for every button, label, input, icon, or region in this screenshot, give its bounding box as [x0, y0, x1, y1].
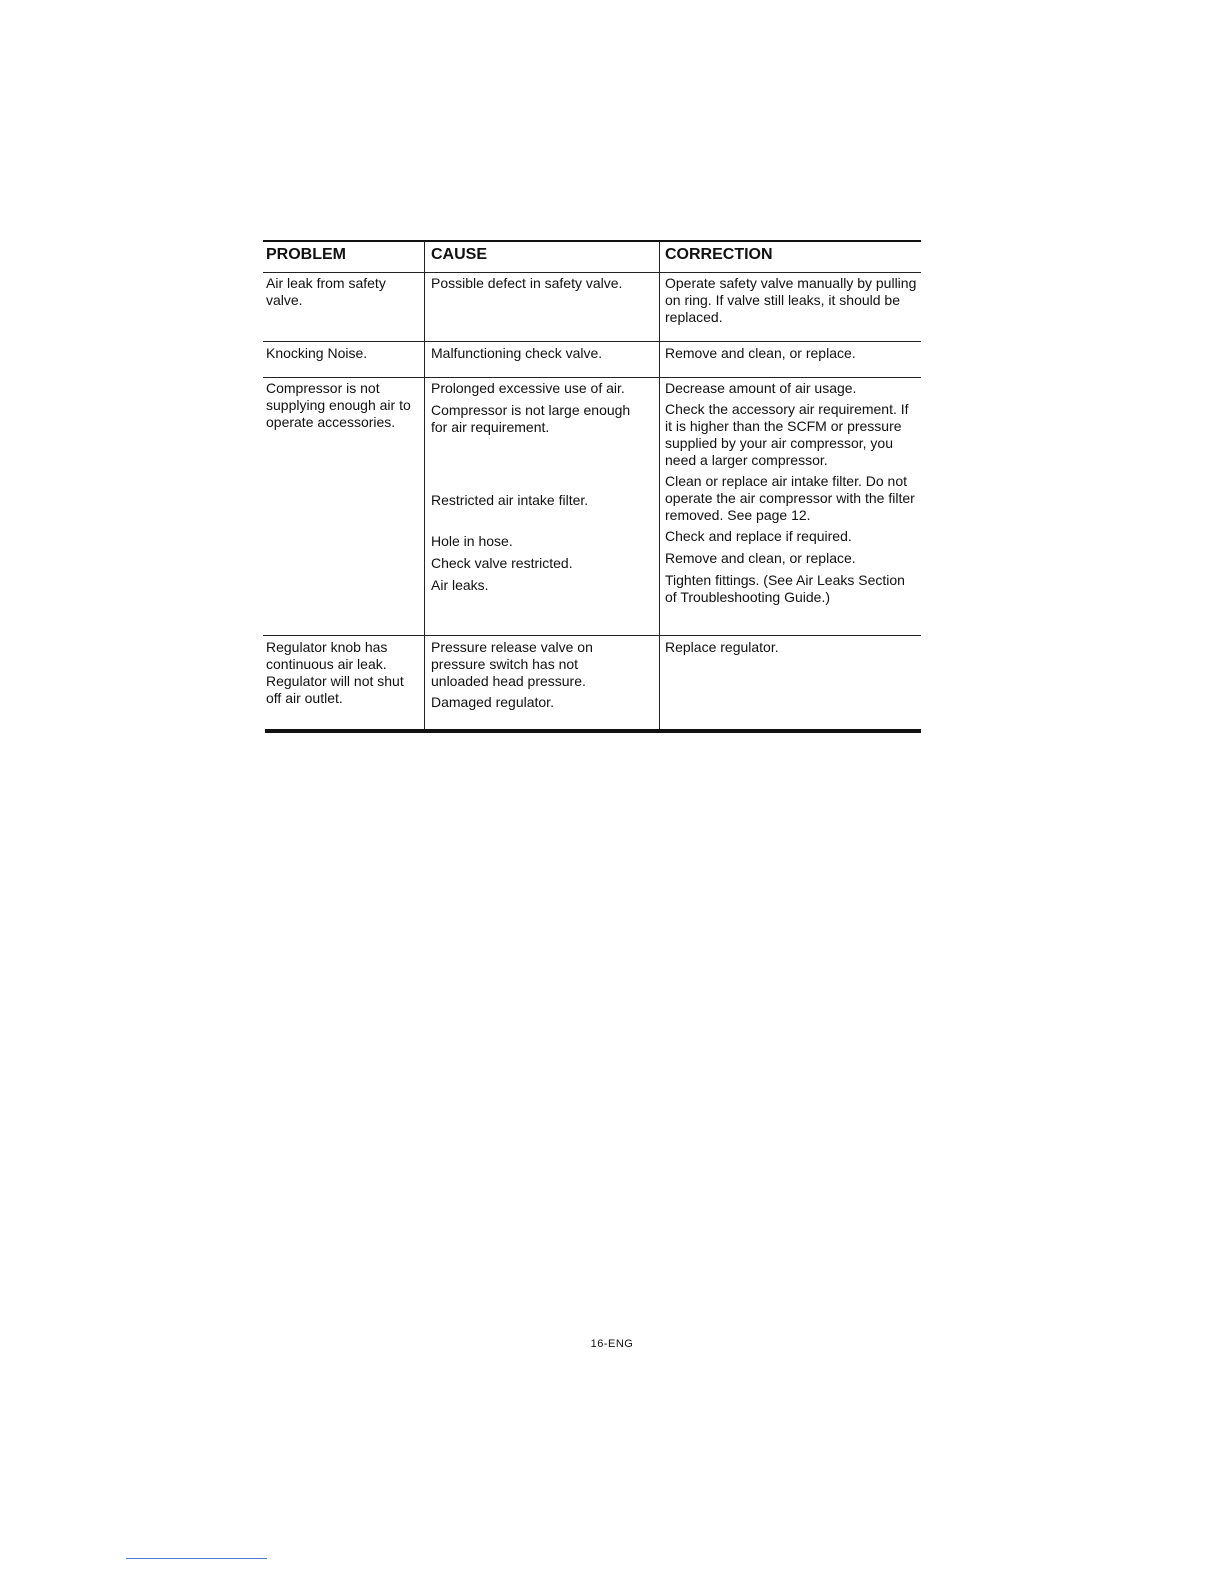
header-correction: CORRECTION [659, 242, 921, 272]
problem-cell [263, 342, 424, 377]
problem-cell [263, 273, 424, 341]
cause-text: Pressure release valve on pressure switch has not unloaded head pressure. [431, 639, 593, 689]
problem-text: Knocking Noise. [266, 345, 368, 361]
correction-text: Check the accessory air requirement. If it is higher than the SCFM or pressure supplied by your air compressor, you need a larger compressor. [665, 401, 909, 468]
correction-text: Remove and clean, or replace. [665, 550, 856, 566]
correction-text: Clean or replace air intake filter. Do not operate the air compressor with the filter removed. See page 12. [665, 473, 915, 523]
cause-text: Malfunctioning check valve. [431, 345, 603, 361]
cause-cell [424, 636, 659, 732]
header-problem: PROBLEM [266, 246, 346, 263]
correction-text: Tighten fittings. (See Air Leaks Section of Troubleshooting Guide.) [665, 572, 905, 605]
table-row [263, 342, 921, 378]
cause-text: Possible defect in safety valve. [431, 275, 623, 291]
correction-text: Decrease amount of air usage. [665, 380, 857, 396]
cause-cell [424, 378, 659, 635]
correction-cell [659, 273, 921, 341]
correction-text: Replace regulator. [665, 639, 779, 655]
troubleshooting-table [263, 240, 921, 732]
table-header-row [263, 242, 921, 273]
problem-text: Air leak from safety valve. [266, 275, 386, 308]
page-number: 16-ENG [590, 1338, 634, 1350]
edge-line [126, 1558, 267, 1559]
correction-cell [659, 636, 921, 732]
cause-text: Restricted air intake filter. [431, 492, 589, 508]
cause-cell [424, 273, 659, 341]
correction-text: Remove and clean, or replace. [665, 345, 856, 361]
problem-cell [263, 378, 424, 635]
table-row [263, 378, 921, 636]
correction-cell [659, 342, 921, 377]
problem-text: Compressor is not supplying enough air to operate accessories. [266, 380, 411, 430]
cause-text: Damaged regulator. [431, 694, 554, 710]
table-row [263, 636, 921, 732]
correction-text: Operate safety valve manually by pulling on ring. If valve still leaks, it should be replaced. [665, 275, 917, 325]
cause-cell [424, 342, 659, 377]
header-cause: CAUSE [424, 242, 659, 272]
table-row [263, 273, 921, 342]
cause-text: Prolonged excessive use of air. [431, 380, 625, 396]
cause-text: Air leaks. [431, 577, 489, 593]
cause-text: Compressor is not large enough for air requirement. [431, 402, 631, 435]
cause-text: Hole in hose. [431, 533, 513, 549]
cause-text: Check valve restricted. [431, 555, 573, 571]
problem-text: Regulator knob has continuous air leak. Regulator will not shut off air outlet. [266, 639, 404, 706]
table-bottom-rule [265, 729, 921, 733]
correction-cell [659, 378, 921, 635]
correction-text: Check and replace if required. [665, 528, 852, 544]
problem-cell [263, 636, 424, 732]
